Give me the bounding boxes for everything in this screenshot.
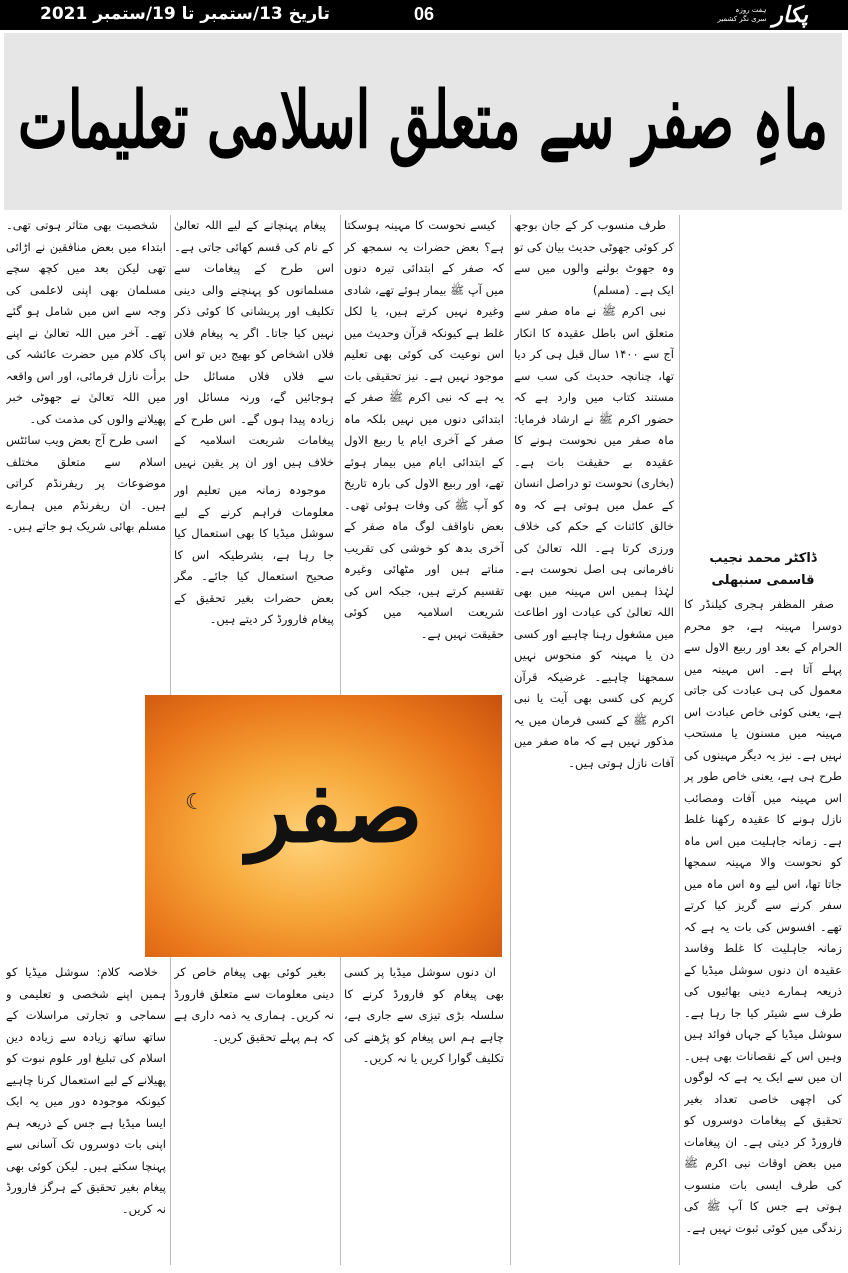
masthead-city: سری نگر کشمیر [717,15,767,23]
headline: ماہِ صفر سے متعلق اسلامی تعلیمات [18,75,828,166]
masthead-bar [0,0,848,30]
headline-banner [4,33,842,210]
paragraph: خلاصہ کلام: سوشل میڈیا کو ہمیں اپنے شخصی و تعلیمی و سماجی و تجارتی مراسلات کے ساتھ ساتھ زیادہ سے زیادہ دین اسلام کی تبلیغ اور علوم نبوت کو پھیلانے کے لیے استعمال کرنا چاہیے کیونکہ موجودہ دور میں یہ ایک ایسا میڈیا ہے جس کے ذریعہ ہم اپنی بات دوسروں تک آسانی سے پہنچا سکتے ہیں۔ لیکن کوئی بھی پیغام بغیر تحقیق کے ہرگز فارورڈ نہ کریں۔ [6,965,166,1216]
article-column-2 [514,215,674,1268]
paragraph: بغیر کوئی بھی پیغام خاص کر دینی معلومات سے متعلق فارورڈ نہ کریں۔ ہماری یہ ذمہ داری ہے کہ ہم پہلے تحقیق کریں۔ [174,965,334,1044]
masthead-edition: ہفت روزہ [735,6,767,14]
paragraph: طرف منسوب کر کے جان بوجھ کر کوئی جھوٹی حدیث بیان کی تو وہ جھوٹ بولنے والوں میں سے ایک ہے۔ (مسلم) [514,218,674,297]
article-column-1 [684,548,842,1268]
paragraph: اسی طرح آج بعض ویب سائٹس اسلام سے متعلق مختلف موضوعات پر ریفرنڈم کراتی ہیں۔ ان ریفرنڈم میں ہمارے مسلم بھائی شریک ہو جاتے ہیں۔ [6,433,166,533]
paragraph: نبی اکرم ﷺ نے ماہ صفر سے متعلق اس باطل عقیدہ کا انکار آج سے ۱۴۰۰ سال قبل ہی کر دیا تھا، چنانچہ حدیث کی سب سے مستند کتاب میں وارد ہے کہ حضور اکرم ﷺ نے ارشاد فرمایا: ماہ صفر میں نحوست ہونے کا عقیدہ بے حقیقت بات ہے۔ (بخاری) نحوست تو دراصل انسان کے عمل میں ہوتی ہے کہ وہ خالق کائنات کے حکم کی خلاف ورزی کرتا ہے۔ اللہ تعالیٰ کی نافرمانی ہی اصل نحوست ہے۔ لہٰذا ہمیں اس مہینہ میں بھی اللہ تعالیٰ کی عبادت اور اطاعت میں مشغول رہنا چاہیے اور کسی دن یا مہینہ کو منحوس نہیں سمجھنا چاہیے۔ غرضیکہ قرآن کریم کی کسی بھی آیت یا نبی اکرم ﷺ کے کسی فرمان میں یہ مذکور نہیں ہے کہ ماہ صفر میں آفات نازل ہوتی ہیں۔ [514,304,674,770]
safar-calligraphy-image [145,695,502,957]
article-column-5-top [6,215,166,688]
masthead-logo: پکار [772,2,808,28]
column-divider [679,215,680,1265]
dateline: تاریخ 13/ستمبر تا 19/ستمبر 2021 [40,4,330,24]
article-column-3-bottom [344,962,504,1268]
image-calligraphy: صفر [247,755,423,863]
article-column-4-top [174,215,334,473]
column-divider [510,215,511,1265]
article-column-4-mid [174,480,334,688]
masthead-subtitle [717,6,766,24]
paragraph: موجودہ زمانہ میں تعلیم اور معلومات فراہم کرنے کے لیے سوشل میڈیا کا بھی استعمال کیا جا رہا ہے، بشرطیکہ اس کا صحیح استعمال کیا جائے۔ مگر بعض حضرات بغیر تحقیق کے پیغام فارورڈ کر دیتے ہیں۔ [174,483,334,626]
article-column-5-bottom [6,962,166,1268]
author-byline: ڈاکٹر محمد نجیب قاسمی سنبھلی [709,551,817,588]
masthead-logo-group [717,0,808,30]
page-number: 06 [413,4,435,24]
paragraph: شخصیت بھی متاثر ہوتی تھی۔ ابتداء میں بعض منافقین نے اڑائی تھی لیکن بعد میں کچھ سچے مسلمان بھی اپنی لاعلمی کی وجہ سے اس میں شامل ہو گئے تھے۔ آخر میں اللہ تعالیٰ نے اپنے پاک کلام میں حضرت عائشہ کی برأت نازل فرمائی، اور اس واقعہ میں اللہ تعالیٰ نے جھوٹی خبر پھیلانے والوں کی مذمت کی۔ [6,218,166,426]
paragraph: ان دنوں سوشل میڈیا پر کسی بھی پیغام کو فارورڈ کرنے کا سلسلہ بڑی تیزی سے جاری ہے، چاہے ہم اس پیغام کو پڑھنے کی تکلیف گوارا کریں یا نہ کریں۔ [344,965,504,1065]
paragraph: صفر المظفر ہجری کیلنڈر کا دوسرا مہینہ ہے، جو محرم الحرام کے بعد اور ربیع الاول سے پہلے آتا ہے۔ اس مہینہ میں معمول کی ہی عبادت کی جاتی ہے، یعنی کوئی خاص عبادت اس مہینہ میں مسنون یا مستحب نہیں ہے۔ نیز یہ دیگر مہینوں کی طرح ہی ہے، یعنی خاص طور پر اس مہینہ میں آفات ومصائب نازل ہونے کا عقیدہ رکھنا غلط ہے۔ زمانہ جاہلیت میں اس ماہ کو نحوست والا مہینہ سمجھا جاتا تھا، اس لیے وہ اس ماہ میں سفر کرنے سے گریز کیا کرتے تھے۔ افسوس کی بات یہ ہے کہ زمانہ جاہلیت کا غلط وفاسد عقیدہ ان دنوں سوشل میڈیا کے ذریعہ ہمارے دینی بھائیوں کی طرف سے شیئر کیا جا رہا ہے۔ سوشل میڈیا کے جہاں فوائد ہیں وہیں اس کے نقصانات بھی ہیں۔ ان میں سے ایک یہ ہے کہ لوگوں کی اچھی خاصی تعداد بغیر تحقیق کے پیغامات دوسروں کو فارورڈ کر دیتی ہے۔ ان پیغامات میں بعض اوقات نبی اکرم ﷺ کی طرف ایسی بات منسوب ہوتی ہے جس کا آپ ﷺ کی زندگی میں کوئی ثبوت نہیں ہے۔ [684,597,842,1235]
paragraph: پیغام پہنچانے کے لیے اللہ تعالیٰ کے نام کی قسم کھائی جاتی ہے۔ اس طرح کے پیغامات سے مسلمانوں کو پہنچنے والی دینی تکلیف اور پریشانی کا کوئی ذکر نہیں کیا جاتا۔ اگر یہ پیغام فلاں فلاں اشخاص کو بھیج دیں تو اس سے فلاں فلاں مسائل حل ہوجائیں گے، ورنہ مسائل اور زیادہ پیدا ہوں گے۔ اس طرح کے پیغامات شریعت اسلامیہ کے خلاف ہیں اور ان پر یقین نہیں [174,218,334,469]
paragraph: کیسے نحوست کا مہینہ ہوسکتا ہے؟ بعض حضرات یہ سمجھ کر کہ صفر کے ابتدائی تیرہ دنوں میں آپ ﷺ بیمار ہوئے تھے، شادی وغیرہ نہیں کرتے ہیں، یا لکل غلط ہے کیونکہ قرآن وحدیث میں اس نوعیت کی کوئی بھی تعلیم موجود نہیں ہے۔ نیز تحقیقی بات یہ ہے کہ نبی اکرم ﷺ صفر کے ابتدائی دنوں میں نہیں بلکہ ماہ صفر کے آخری ایام یا ربیع الاول کے ابتدائی ایام میں بیمار ہوئے تھے، اور ربیع الاول کی بارہ تاریخ کو آپ ﷺ کی وفات ہوئی تھی۔ بعض ناواقف لوگ ماہ صفر کے آخری بدھ کو خوشی کی تقریب مناتے ہیں اور مٹھائی وغیرہ تقسیم کرتے ہیں، جبکہ اس کی شریعت اسلامیہ میں کوئی حقیقت نہیں ہے۔ [344,218,504,641]
article-column-3-top [344,215,504,688]
crescent-icon: ☾ [185,790,205,815]
article-column-4-bottom [174,962,334,1268]
